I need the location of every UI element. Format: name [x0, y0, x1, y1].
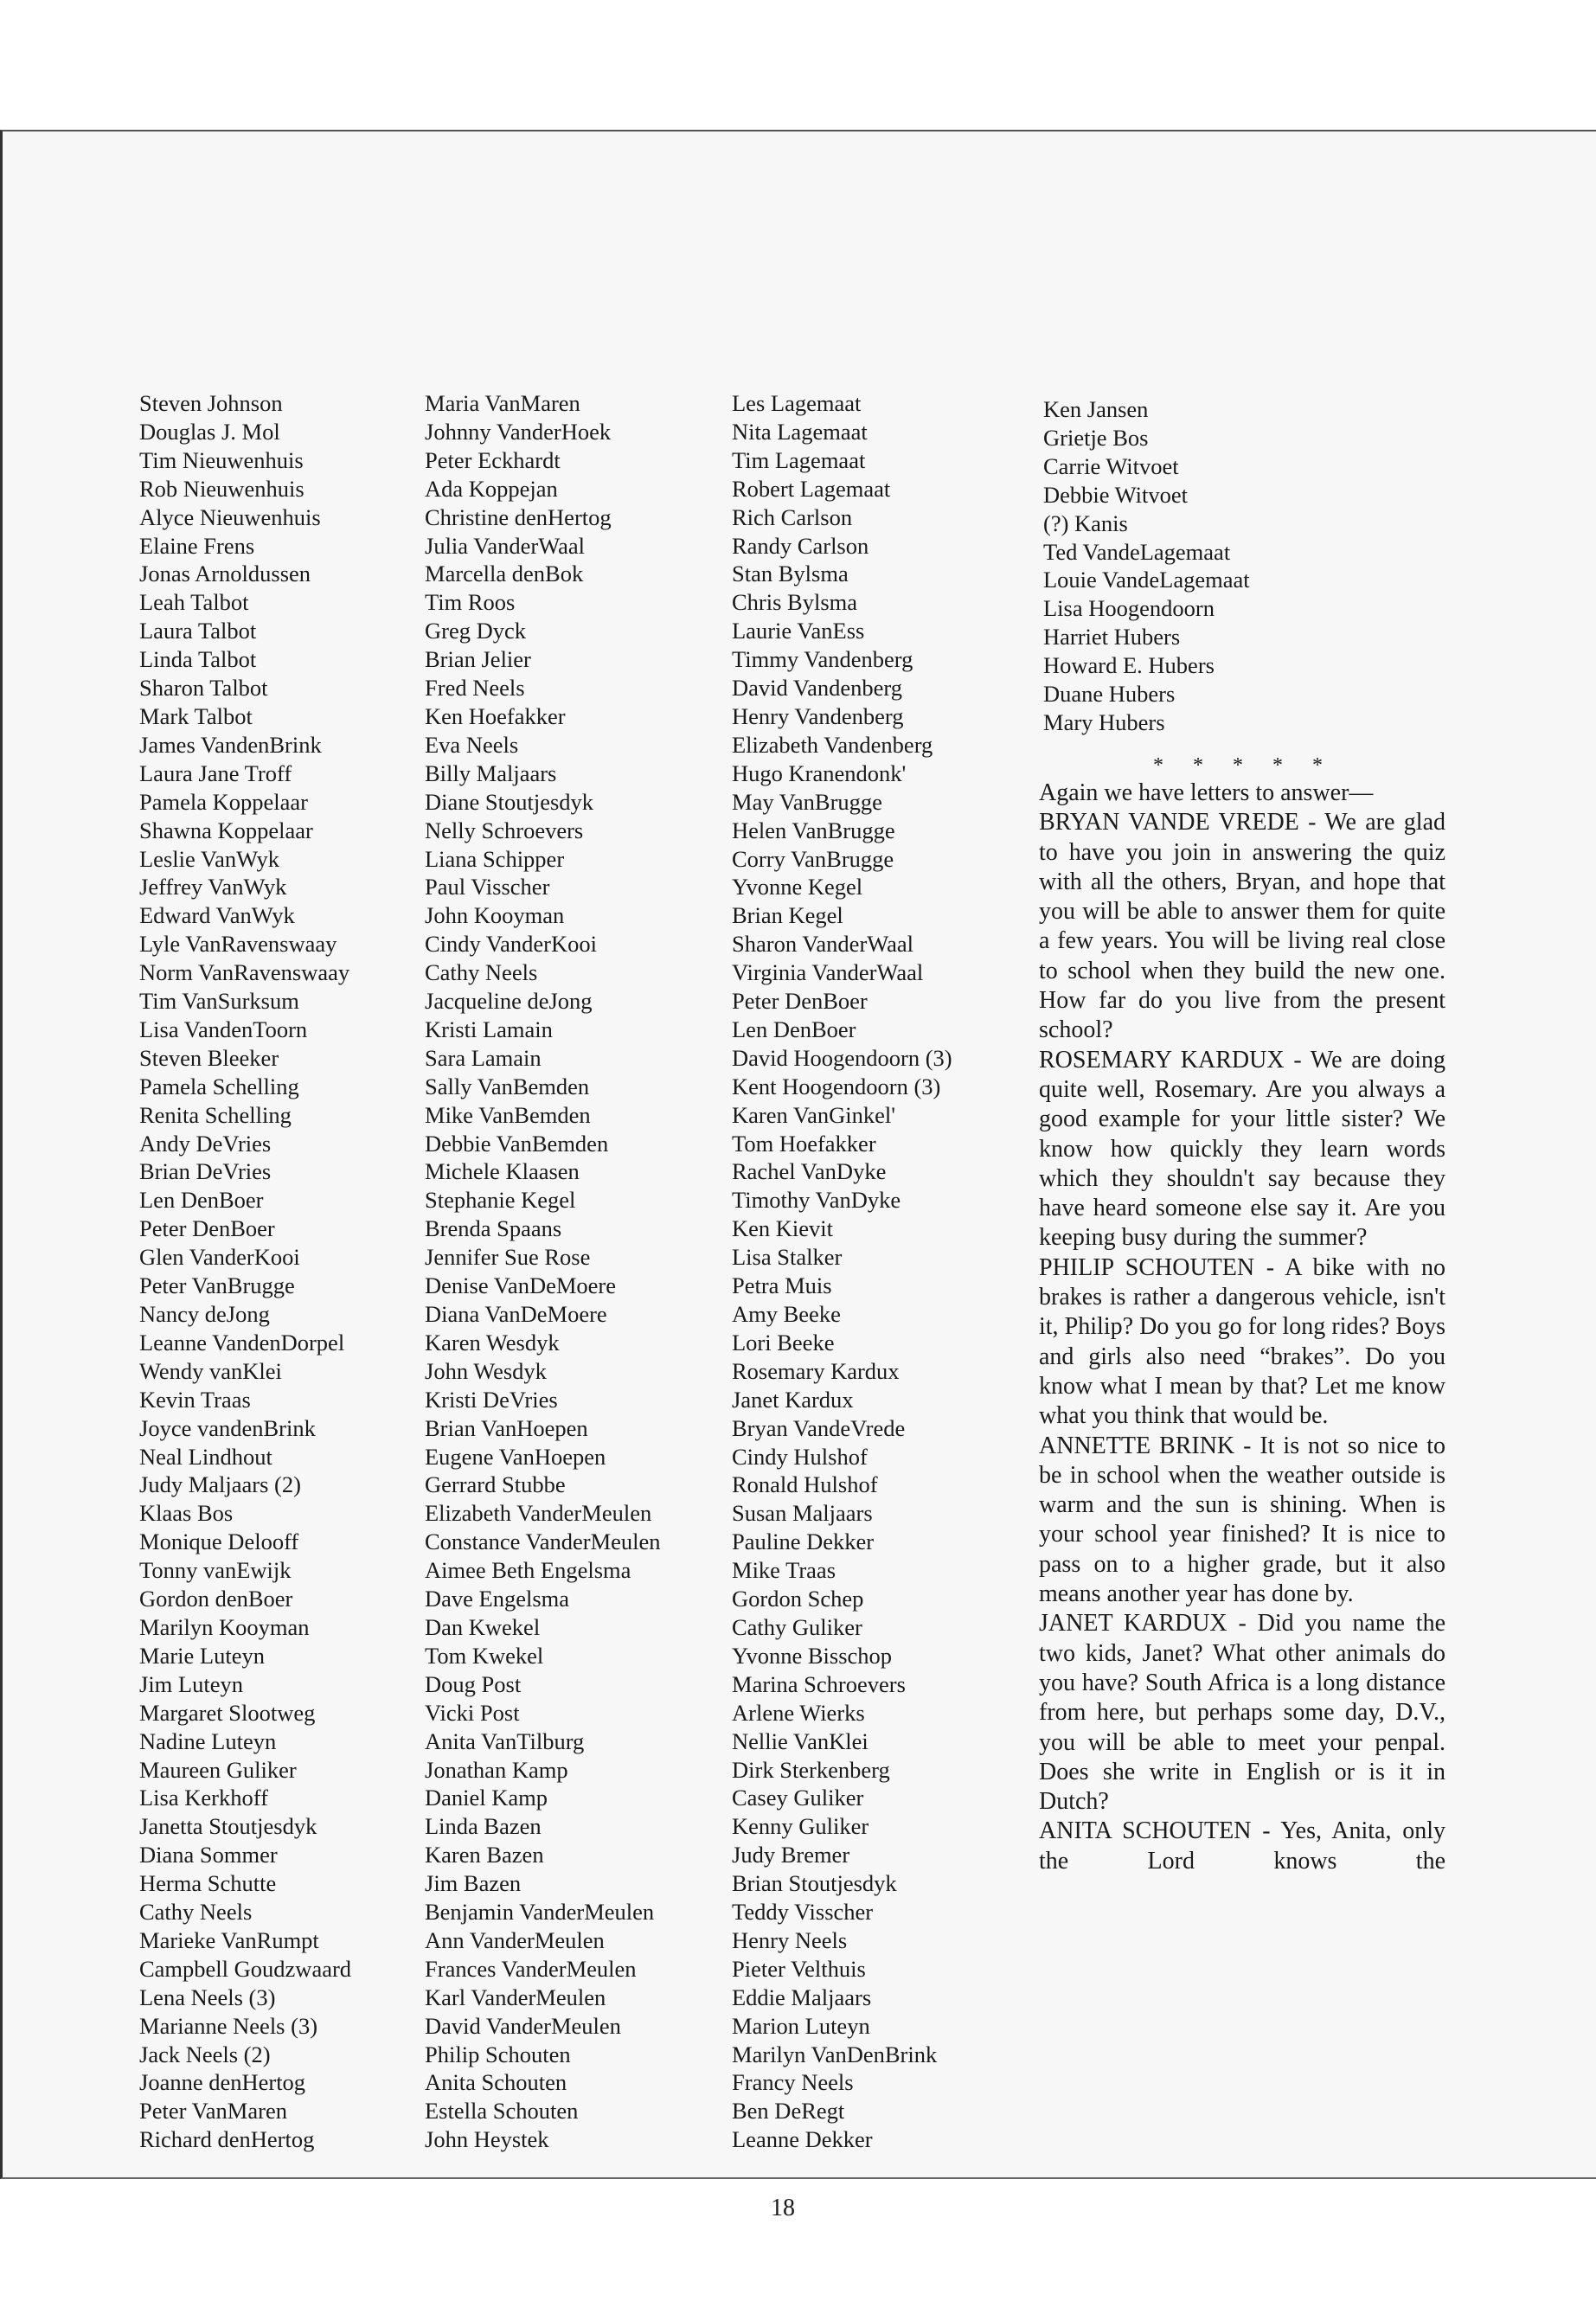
letters-section	[1039, 779, 1445, 1876]
name-entry: Brenda Spaans	[425, 1215, 562, 1242]
name-entry: Henry Vandenberg	[732, 702, 904, 729]
name-entry: Corry VanBrugge	[732, 845, 894, 872]
name-entry: Lena Neels (3)	[139, 1984, 276, 2010]
name-entry: Michele Klaasen	[425, 1158, 580, 1185]
name-entry: Kevin Traas	[139, 1386, 251, 1413]
name-entry: John Heystek	[425, 2126, 549, 2153]
name-entry: Liana Schipper	[425, 845, 565, 872]
name-entry: Duane Hubers	[1043, 681, 1176, 708]
name-entry: Marilyn VanDenBrink	[732, 2041, 938, 2067]
name-entry: Brian Stoutjesdyk	[732, 1870, 897, 1897]
name-entry: Steven Bleeker	[139, 1044, 279, 1071]
name-entry: John Kooyman	[425, 902, 565, 929]
name-entry: Daniel Kamp	[425, 1785, 548, 1811]
name-entry: Lisa Stalker	[732, 1244, 843, 1271]
names-column-1	[139, 389, 351, 2154]
name-entry: Kenny Guliker	[732, 1813, 869, 1840]
name-entry: Casey Guliker	[732, 1785, 864, 1811]
name-entry: Jonathan Kamp	[425, 1756, 568, 1783]
name-entry: Brian DeVries	[139, 1158, 272, 1185]
name-entry: Ted VandeLagemaat	[1043, 538, 1231, 565]
name-entry: Elaine Frens	[139, 532, 255, 559]
name-entry: Peter DenBoer	[732, 988, 868, 1015]
name-entry: Diana Sommer	[139, 1842, 278, 1868]
name-entry: Tom Kwekel	[425, 1642, 544, 1669]
name-entry: David VanderMeulen	[425, 2012, 621, 2039]
name-entry: Marie Luteyn	[139, 1642, 265, 1669]
name-entry: Karen VanGinkel'	[732, 1101, 895, 1128]
name-entry: Mark Talbot	[139, 702, 253, 729]
name-entry: Ronald Hulshof	[732, 1471, 878, 1498]
name-entry: Joyce vandenBrink	[139, 1414, 316, 1441]
name-entry: Eugene VanHoepen	[425, 1443, 606, 1470]
name-entry: Leanne VandenDorpel	[139, 1329, 345, 1356]
name-entry: Sharon VanderWaal	[732, 931, 914, 958]
name-entry: Howard E. Hubers	[1043, 652, 1215, 679]
name-entry: Vicki Post	[425, 1699, 520, 1726]
name-entry: Petra Muis	[732, 1272, 832, 1299]
page-number: 18	[771, 2195, 795, 2221]
name-entry: Jeffrey VanWyk	[139, 874, 287, 901]
name-entry: Neal Lindhout	[139, 1443, 272, 1470]
name-entry: Randy Carlson	[732, 532, 869, 559]
name-entry: Cindy Hulshof	[732, 1443, 868, 1470]
name-entry: David Vandenberg	[732, 675, 902, 702]
name-entry: Brian Jelier	[425, 646, 531, 673]
name-entry: Arlene Wierks	[732, 1699, 865, 1726]
name-entry: Jonas Arnoldussen	[139, 561, 311, 587]
name-entry: Tom Hoefakker	[732, 1130, 876, 1157]
name-entry: Karen Wesdyk	[425, 1329, 560, 1356]
name-entry: Yvonne Bisschop	[732, 1642, 893, 1669]
name-entry: Cathy Neels	[139, 1899, 253, 1926]
name-entry: Louie VandeLagemaat	[1043, 567, 1250, 593]
name-entry: Campbell Goudzwaard	[139, 1955, 352, 1982]
name-entry: Kristi Lamain	[425, 1016, 553, 1042]
names-column-3	[732, 389, 952, 2154]
name-entry: Billy Maljaars	[425, 760, 557, 786]
name-entry: Francy Neels	[732, 2069, 854, 2096]
name-entry: Paul Visscher	[425, 874, 550, 901]
name-entry: Dirk Sterkenberg	[732, 1756, 890, 1783]
name-entry: Johnny VanderHoek	[425, 418, 612, 445]
names-column-2	[425, 389, 661, 2154]
name-entry: Ken Kievit	[732, 1215, 834, 1242]
name-entry: Eddie Maljaars	[732, 1984, 872, 2010]
magazine-page	[0, 130, 1596, 2221]
name-entry: Virginia VanderWaal	[732, 959, 924, 986]
name-entry: Cindy VanderKooi	[425, 931, 597, 958]
name-entry: Susan Maljaars	[732, 1500, 873, 1527]
name-entry: Laura Talbot	[139, 618, 257, 644]
name-entry: Pamela Koppelaar	[139, 788, 308, 815]
name-entry: Denise VanDeMoere	[425, 1272, 617, 1299]
name-entry: Jennifer Sue Rose	[425, 1244, 591, 1271]
name-entry: Mike Traas	[732, 1557, 836, 1584]
name-entry: Douglas J. Mol	[139, 418, 280, 445]
name-entry: Brian Kegel	[732, 902, 843, 929]
name-entry: Herma Schutte	[139, 1870, 277, 1897]
name-entry: Jim Bazen	[425, 1870, 522, 1897]
section-separator: * * * * *	[1153, 754, 1335, 777]
name-entry: Karl VanderMeulen	[425, 1984, 606, 2010]
letter-reply: JANET KARDUX - Did you name the two kids, Janet? What other animals do you have? South Africa is a long distance from here, but perhaps some day, D.V., you will be able to meet your penpal. Does she write in English or is it in Dutch?	[1039, 1610, 1445, 1816]
name-entry: Nadine Luteyn	[139, 1727, 277, 1754]
name-entry: Rosemary Kardux	[732, 1357, 900, 1384]
name-entry: Ken Hoefakker	[425, 702, 566, 729]
name-entry: Bryan VandeVrede	[732, 1414, 906, 1441]
name-entry: Klaas Bos	[139, 1500, 234, 1527]
name-entry: Steven Johnson	[139, 390, 283, 416]
name-entry: Helen VanBrugge	[732, 817, 895, 843]
name-entry: Debbie VanBemden	[425, 1130, 609, 1157]
name-entry: Marilyn Kooyman	[139, 1613, 310, 1640]
name-entry: Gerrard Stubbe	[425, 1471, 566, 1498]
name-entry: Gordon denBoer	[139, 1586, 293, 1612]
name-entry: Harriet Hubers	[1043, 624, 1181, 651]
name-entry: Rich Carlson	[732, 503, 853, 530]
name-entry: Pauline Dekker	[732, 1529, 875, 1555]
name-entry: Greg Dyck	[425, 618, 526, 644]
name-entry: Ada Koppejan	[425, 475, 558, 502]
name-entry: Linda Talbot	[139, 646, 257, 673]
name-entry: Tim Lagemaat	[732, 446, 866, 473]
name-entry: Gordon Schep	[732, 1586, 864, 1612]
name-entry: Aimee Beth Engelsma	[425, 1557, 631, 1584]
name-entry: Hugo Kranendonk'	[732, 760, 907, 786]
name-entry: Sharon Talbot	[139, 675, 268, 702]
name-entry: Diana VanDeMoere	[425, 1301, 607, 1327]
name-entry: Laurie VanEss	[732, 618, 865, 644]
name-entry: Henry Neels	[732, 1926, 848, 1953]
name-entry: Jim Luteyn	[139, 1670, 243, 1697]
name-entry: Norm VanRavenswaay	[139, 959, 350, 986]
letter-reply: ROSEMARY KARDUX - We are doing quite well, Rosemary. Are you always a good example for your little sister? We know how quickly they learn words which they shouldn't say because they have heard someone else say it. Are you keeping busy during the summer?	[1039, 1046, 1445, 1252]
letter-reply: BRYAN VANDE VREDE - We are glad to have you join in answering the quiz with all the others, Bryan, and hope that you will be able to answer them for quite a few years. You will be living real close to school when they build the new one. How far do you live from the present school?	[1039, 809, 1445, 1044]
name-entry: Estella Schouten	[425, 2098, 579, 2125]
name-entry: Sally VanBemden	[425, 1073, 590, 1099]
name-entry: Leah Talbot	[139, 589, 249, 616]
name-entry: Sara Lamain	[425, 1044, 542, 1071]
name-entry: Timmy Vandenberg	[732, 646, 913, 673]
name-entry: Tim VanSurksum	[139, 988, 299, 1015]
name-entry: Karen Bazen	[425, 1842, 544, 1868]
name-entry: Elizabeth VanderMeulen	[425, 1500, 652, 1527]
name-entry: Stan Bylsma	[732, 561, 849, 587]
name-entry: Judy Maljaars (2)	[139, 1471, 301, 1498]
name-entry: Elizabeth Vandenberg	[732, 731, 933, 758]
name-entry: Anita VanTilburg	[425, 1727, 585, 1754]
name-entry: Pieter Velthuis	[732, 1955, 866, 1982]
name-entry: Tim Nieuwenhuis	[139, 446, 304, 473]
name-entry: Fred Neels	[425, 675, 525, 702]
name-entry: Lisa Hoogendoorn	[1043, 595, 1215, 622]
name-entry: Frances VanderMeulen	[425, 1955, 637, 1982]
name-entry: Wendy vanKlei	[139, 1357, 282, 1384]
name-entry: Christine denHertog	[425, 503, 612, 530]
name-entry: Les Lagemaat	[732, 390, 862, 416]
names-column-4	[1043, 395, 1250, 737]
name-entry: Mary Hubers	[1043, 708, 1165, 735]
name-entry: Linda Bazen	[425, 1813, 542, 1840]
name-entry: Diane Stoutjesdyk	[425, 788, 594, 815]
name-entry: Grietje Bos	[1043, 424, 1149, 451]
name-entry: Lisa Kerkhoff	[139, 1785, 268, 1811]
name-entry: Joanne denHertog	[139, 2069, 306, 2096]
name-entry: Ann VanderMeulen	[425, 1926, 605, 1953]
name-entry: Richard denHertog	[139, 2126, 315, 2153]
name-entry: Laura Jane Troff	[139, 760, 292, 786]
name-entry: Kent Hoogendoorn (3)	[732, 1073, 941, 1099]
name-entry: Robert Lagemaat	[732, 475, 891, 502]
name-entry: (?) Kanis	[1043, 510, 1128, 536]
name-entry: Alyce Nieuwenhuis	[139, 503, 321, 530]
letters-intro: Again we have letters to answer—	[1039, 779, 1374, 806]
name-entry: Marina Schroevers	[732, 1670, 906, 1697]
name-entry: Nancy deJong	[139, 1301, 270, 1327]
name-entry: Julia VanderWaal	[425, 532, 586, 559]
name-entry: Rachel VanDyke	[732, 1158, 887, 1185]
name-entry: Len DenBoer	[732, 1016, 856, 1042]
name-entry: Nelly Schroevers	[425, 817, 584, 843]
name-entry: Marion Luteyn	[732, 2012, 870, 2039]
name-entry: Judy Bremer	[732, 1842, 850, 1868]
name-entry: Monique Delooff	[139, 1529, 299, 1555]
name-entry: Pamela Schelling	[139, 1073, 299, 1099]
name-entry: Shawna Koppelaar	[139, 817, 313, 843]
name-entry: Constance VanderMeulen	[425, 1529, 661, 1555]
name-entry: Len DenBoer	[139, 1187, 264, 1214]
name-entry: Tim Roos	[425, 589, 516, 616]
name-entry: Ben DeRegt	[732, 2098, 845, 2125]
name-entry: Maureen Guliker	[139, 1756, 297, 1783]
name-entry: Jack Neels (2)	[139, 2041, 271, 2067]
name-entry: Anita Schouten	[425, 2069, 567, 2096]
name-entry: Marianne Neels (3)	[139, 2012, 318, 2039]
name-entry: Philip Schouten	[425, 2041, 571, 2067]
name-entry: Ken Jansen	[1043, 396, 1149, 422]
letter-reply: ANNETTE BRINK - It is not so nice to be in school when the weather outside is warm and the sun is shining. When is your school year finished? It is nice to pass on to a higher grade, but it also means another year has done by.	[1039, 1432, 1445, 1608]
name-entry: Doug Post	[425, 1670, 522, 1697]
name-entry: James VandenBrink	[139, 731, 322, 758]
name-entry: Chris Bylsma	[732, 589, 858, 616]
name-entry: Nita Lagemaat	[732, 418, 868, 445]
name-entry: Nellie VanKlei	[732, 1727, 869, 1754]
name-entry: Tonny vanEwijk	[139, 1557, 292, 1584]
name-entry: Janetta Stoutjesdyk	[139, 1813, 317, 1840]
name-entry: Marcella denBok	[425, 561, 584, 587]
name-entry: Dave Engelsma	[425, 1586, 570, 1612]
name-entry: Mike VanBemden	[425, 1101, 591, 1128]
name-entry: Jacqueline deJong	[425, 988, 593, 1015]
name-entry: Cathy Neels	[425, 959, 538, 986]
name-entry: Lyle VanRavenswaay	[139, 931, 337, 958]
name-entry: Glen VanderKooi	[139, 1244, 300, 1271]
name-entry: Lisa VandenToorn	[139, 1016, 308, 1042]
name-entry: Lori Beeke	[732, 1329, 835, 1356]
name-entry: Teddy Visscher	[732, 1899, 874, 1926]
name-entry: Leslie VanWyk	[139, 845, 280, 872]
name-entry: Stephanie Kegel	[425, 1187, 576, 1214]
name-entry: Janet Kardux	[732, 1386, 854, 1413]
name-entry: Brian VanHoepen	[425, 1414, 588, 1441]
name-entry: Eva Neels	[425, 731, 519, 758]
name-entry: David Hoogendoorn (3)	[732, 1044, 952, 1071]
name-entry: Benjamin VanderMeulen	[425, 1899, 655, 1926]
name-entry: Peter VanMaren	[139, 2098, 287, 2125]
name-entry: Leanne Dekker	[732, 2126, 873, 2153]
name-entry: Renita Schelling	[139, 1101, 292, 1128]
name-entry: Carrie Witvoet	[1043, 452, 1179, 479]
name-entry: Peter Eckhardt	[425, 446, 561, 473]
name-entry: Maria VanMaren	[425, 390, 580, 416]
letter-reply: ANITA SCHOUTEN - Yes, Anita, only the Lord knows the	[1039, 1817, 1445, 1875]
letter-reply: PHILIP SCHOUTEN - A bike with no brakes is rather a dangerous vehicle, isn't it, Philip? Do you go for long rides? Boys and girls also need “brakes”. Do you know what I mean by that? Let me know what you think that would be.	[1039, 1253, 1445, 1430]
name-entry: Debbie Witvoet	[1043, 481, 1188, 508]
name-entry: Cathy Guliker	[732, 1613, 862, 1640]
name-entry: May VanBrugge	[732, 788, 882, 815]
name-entry: Edward VanWyk	[139, 902, 295, 929]
name-entry: Margaret Slootweg	[139, 1699, 316, 1726]
name-entry: Amy Beeke	[732, 1301, 841, 1327]
name-entry: Peter DenBoer	[139, 1215, 275, 1242]
name-entry: Peter VanBrugge	[139, 1272, 295, 1299]
name-entry: Dan Kwekel	[425, 1613, 541, 1640]
name-entry: Timothy VanDyke	[732, 1187, 901, 1214]
name-entry: Marieke VanRumpt	[139, 1926, 319, 1953]
name-entry: Andy DeVries	[139, 1130, 272, 1157]
name-entry: John Wesdyk	[425, 1357, 547, 1384]
name-entry: Kristi DeVries	[425, 1386, 558, 1413]
name-entry: Rob Nieuwenhuis	[139, 475, 304, 502]
name-entry: Yvonne Kegel	[732, 874, 863, 901]
